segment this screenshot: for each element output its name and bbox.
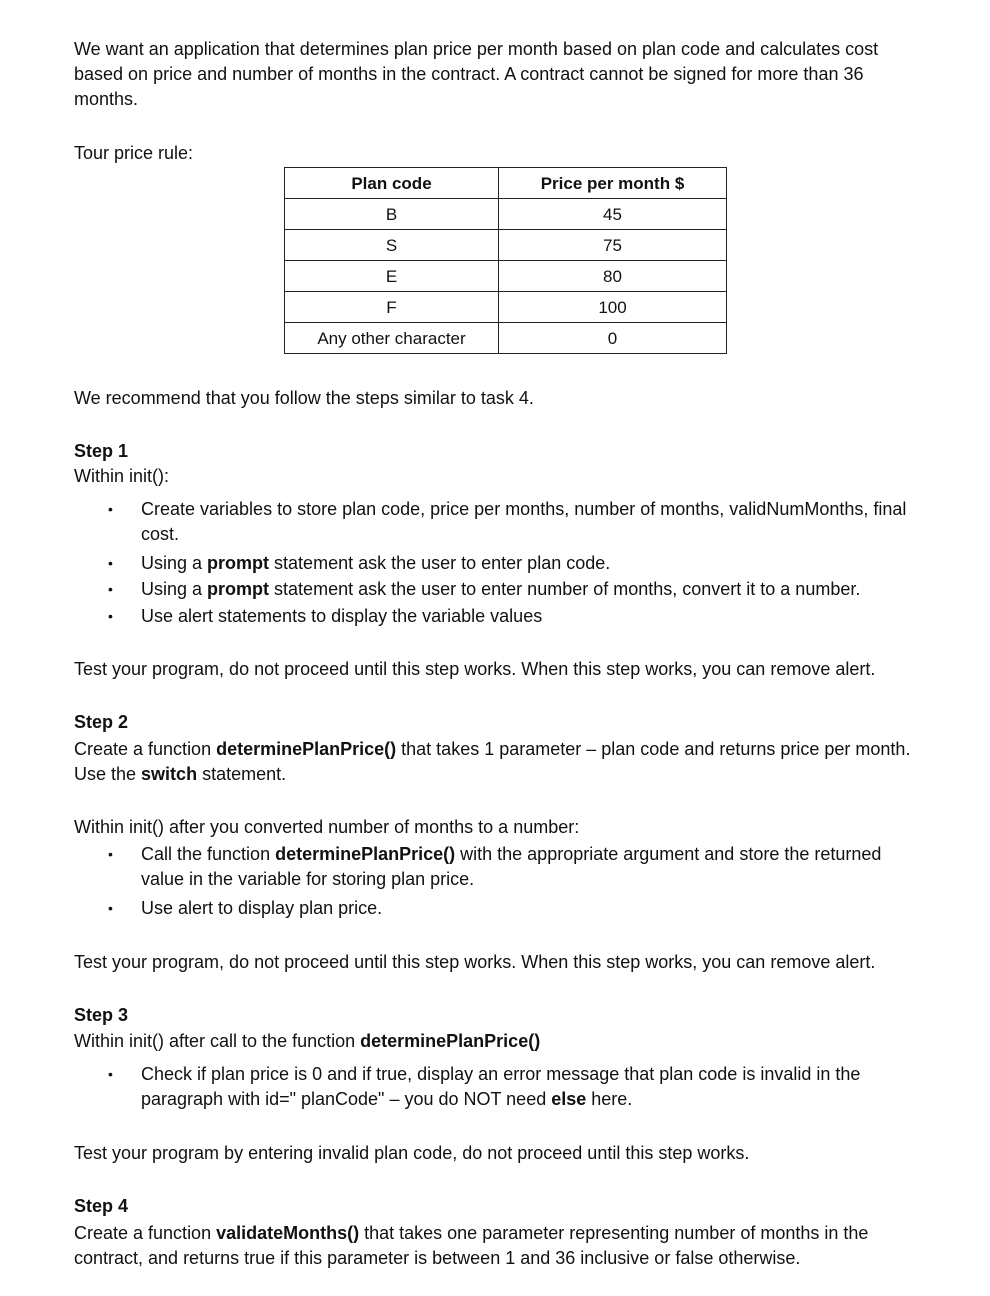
intro-paragraph: We want an application that determines plan price per month based on plan code and calculates cost based on price and number of months in the contract. A contract cannot be signed for more than 36 months. <box>74 39 879 109</box>
step2-list <box>74 842 924 921</box>
step3-section <box>74 1003 924 1054</box>
bold-keyword: prompt <box>207 579 270 599</box>
cell-price: 0 <box>499 323 727 354</box>
list-item <box>74 1062 924 1112</box>
bullet-icon: • <box>108 900 113 916</box>
header-plan-code: Plan code <box>285 168 499 199</box>
step1-list-cont <box>74 551 924 629</box>
function-name: determinePlanPrice() <box>360 1031 541 1051</box>
function-name: determinePlanPrice() <box>216 739 397 759</box>
text-run: that takes one parameter representing number of months in the contract, and returns true if this parameter is between 1 and 36 inclusive or false otherwise. <box>74 1223 869 1268</box>
recommend-paragraph: We recommend that you follow the steps similar to task 4. <box>74 388 534 408</box>
cell-price: 80 <box>499 261 727 292</box>
step1-title: Step 1 <box>74 441 129 461</box>
list-item <box>74 551 924 576</box>
plan-price-table <box>284 167 727 354</box>
bold-keyword: prompt <box>207 553 270 573</box>
bullet-icon: • <box>108 608 113 624</box>
step2-section <box>74 710 924 787</box>
cell-plan-code: Any other character <box>285 323 499 354</box>
function-name: validateMonths() <box>216 1223 360 1243</box>
text-run: with the appropriate argument and store the returned value in the variable for storing plan price. <box>141 844 882 889</box>
table-row <box>285 230 727 261</box>
step4-description <box>74 1221 924 1271</box>
text-run: that takes 1 parameter – plan code and returns price per month. Use the <box>74 739 911 784</box>
cell-price: 100 <box>499 292 727 323</box>
test-paragraph-2: Test your program, do not proceed until this step works. When this step works, you can remove alert. <box>74 952 876 972</box>
step1-list <box>74 497 924 547</box>
table-row <box>285 323 727 354</box>
bullet-icon: • <box>108 846 113 862</box>
step2-within: Within init() after you converted number of months to a number: <box>74 817 580 837</box>
step3-list <box>74 1062 924 1112</box>
text-run: Call the function <box>141 844 276 864</box>
cell-price: 45 <box>499 199 727 230</box>
step1-section <box>74 439 924 489</box>
cell-plan-code: B <box>285 199 499 230</box>
list-item <box>74 604 924 629</box>
text-run: Using a <box>141 553 208 573</box>
table-row <box>285 261 727 292</box>
cell-plan-code: S <box>285 230 499 261</box>
bullet-icon: • <box>108 581 113 597</box>
table-row <box>285 199 727 230</box>
text-run: Within init() after call to the function <box>74 1031 361 1051</box>
step3-subtitle <box>74 1029 924 1054</box>
text-run: Create a function <box>74 739 217 759</box>
list-item <box>74 842 924 892</box>
text-run: Using a <box>141 579 208 599</box>
bullet-icon: • <box>108 555 113 571</box>
text-run: statement. <box>197 764 287 784</box>
text-run: Check if plan price is 0 and if true, display an error message that plan code is invalid in the paragraph with id=" planCode" – you do NOT need <box>141 1064 861 1109</box>
step3-title: Step 3 <box>74 1005 129 1025</box>
cell-plan-code: F <box>285 292 499 323</box>
table-row <box>285 292 727 323</box>
list-item <box>74 497 924 547</box>
list-item-text: Use alert statements to display the variable values <box>141 606 543 626</box>
function-name: determinePlanPrice() <box>275 844 456 864</box>
table-header-row <box>285 168 727 199</box>
text-run: statement ask the user to enter plan code. <box>269 553 611 573</box>
text-run: statement ask the user to enter number of months, convert it to a number. <box>269 579 861 599</box>
bullet-icon: • <box>108 501 113 517</box>
tour-price-label: Tour price rule: <box>74 143 194 163</box>
step4-title: Step 4 <box>74 1196 129 1216</box>
list-item <box>74 896 924 921</box>
bold-keyword: else <box>551 1089 587 1109</box>
cell-price: 75 <box>499 230 727 261</box>
list-item-text: Use alert to display plan price. <box>141 898 383 918</box>
header-price-per-month: Price per month $ <box>499 168 727 199</box>
step4-section <box>74 1194 924 1271</box>
step2-description <box>74 737 924 787</box>
bold-keyword: switch <box>141 764 198 784</box>
step1-subtitle: Within init(): <box>74 466 170 486</box>
test-paragraph-3: Test your program by entering invalid plan code, do not proceed until this step works. <box>74 1143 750 1163</box>
test-paragraph-1: Test your program, do not proceed until this step works. When this step works, you can remove alert. <box>74 659 876 679</box>
step2-title: Step 2 <box>74 712 129 732</box>
cell-plan-code: E <box>285 261 499 292</box>
bullet-icon: • <box>108 1066 113 1082</box>
text-run: here. <box>586 1089 633 1109</box>
text-run: Create a function <box>74 1223 217 1243</box>
list-item <box>74 577 924 602</box>
list-item-text: Create variables to store plan code, price per months, number of months, validNumMonths, final cost. <box>141 499 907 544</box>
